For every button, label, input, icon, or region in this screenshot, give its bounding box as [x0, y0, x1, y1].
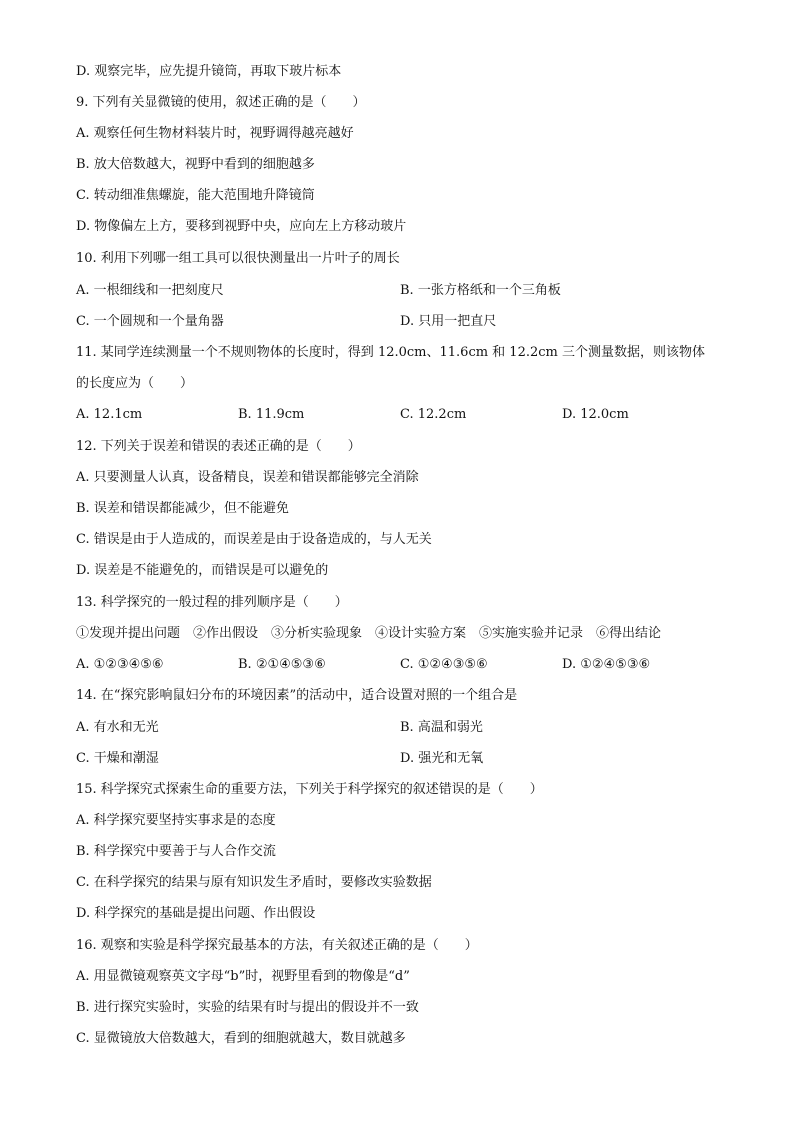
q9-option-b: B. 放大倍数越大，视野中看到的细胞越多 [76, 157, 315, 172]
q9-option-d: D. 物像偏左上方，要移到视野中央，应向左上方移动玻片 [76, 219, 407, 234]
q12-stem: 12. 下列关于误差和错误的表述正确的是（ ） [76, 439, 361, 454]
q10-option-d: D. 只用一把直尺 [400, 314, 497, 329]
q14-option-a: A. 有水和无光 [76, 720, 159, 735]
q13-option-c: C. ①②④③⑤⑥ [400, 657, 488, 672]
q11-option-b: B. 11.9cm [238, 407, 305, 422]
q10-stem: 10. 利用下列哪一组工具可以很快测量出一片叶子的周长 [76, 251, 400, 266]
q11-option-a: A. 12.1cm [76, 407, 143, 422]
q15-stem: 15. 科学探究式探索生命的重要方法，下列关于科学探究的叙述错误的是（ ） [76, 782, 543, 797]
q12-option-d: D. 误差是不能避免的，而错误是可以避免的 [76, 563, 329, 578]
q12-option-a: A. 只要测量人认真，设备精良，误差和错误都能够完全消除 [76, 470, 419, 485]
q16-option-c: C. 显微镜放大倍数越大，看到的细胞就越大，数目就越多 [76, 1031, 406, 1046]
q9-stem: 9. 下列有关显微镜的使用，叙述正确的是（ ） [76, 95, 366, 110]
q16-option-b: B. 进行探究实验时，实验的结果有时与提出的假设并不一致 [76, 1000, 419, 1015]
q15-option-c: C. 在科学探究的结果与原有知识发生矛盾时，要修改实验数据 [76, 875, 432, 890]
q14-option-c: C. 干燥和潮湿 [76, 751, 159, 766]
q13-stem: 13. 科学探究的一般过程的排列顺序是（ ） [76, 595, 348, 610]
q14-option-b: B. 高温和弱光 [400, 720, 483, 735]
q11-stem-cont: 的长度应为（ ） [76, 376, 194, 391]
q8-option-d: D. 观察完毕，应先提升镜筒，再取下玻片标本 [76, 64, 342, 79]
q10-option-c: C. 一个圆规和一个量角器 [76, 314, 224, 329]
q10-option-a: A. 一根细线和一把刻度尺 [76, 283, 224, 298]
q12-option-c: C. 错误是由于人造成的，而误差是由于设备造成的，与人无关 [76, 532, 432, 547]
q9-option-a: A. 观察任何生物材料装片时，视野调得越亮越好 [76, 126, 354, 141]
q12-option-b: B. 误差和错误都能减少，但不能避免 [76, 501, 289, 516]
q15-option-b: B. 科学探究中要善于与人合作交流 [76, 844, 276, 859]
q16-stem: 16. 观察和实验是科学探究最基本的方法，有关叙述正确的是（ ） [76, 938, 478, 953]
q14-option-d: D. 强光和无氧 [400, 751, 484, 766]
q16-option-a: A. 用显微镜观察英文字母“b”时，视野里看到的物像是“d” [76, 969, 410, 984]
q11-option-d: D. 12.0cm [562, 407, 629, 422]
q14-stem: 14. 在“探究影响鼠妇分布的环境因素”的活动中，适合设置对照的一个组合是 [76, 688, 518, 703]
q13-option-b: B. ②①④⑤③⑥ [238, 657, 326, 672]
q9-option-c: C. 转动细准焦螺旋，能大范围地升降镜筒 [76, 188, 315, 203]
q15-option-a: A. 科学探究要坚持实事求是的态度 [76, 813, 276, 828]
q13-steps: ①发现并提出问题 ②作出假设 ③分析实验现象 ④设计实验方案 ⑤实施实验并记录 ⑥得出结论 [76, 626, 662, 641]
q13-option-d: D. ①②④⑤③⑥ [562, 657, 651, 672]
q15-option-d: D. 科学探究的基础是提出问题、作出假设 [76, 906, 316, 921]
q13-option-a: A. ①②③④⑤⑥ [76, 657, 164, 672]
q11-stem: 11. 某同学连续测量一个不规则物体的长度时，得到 12.0cm、11.6cm 和 12.2cm 三个测量数据，则该物体 [76, 345, 705, 360]
q11-option-c: C. 12.2cm [400, 407, 467, 422]
q10-option-b: B. 一张方格纸和一个三角板 [400, 283, 561, 298]
